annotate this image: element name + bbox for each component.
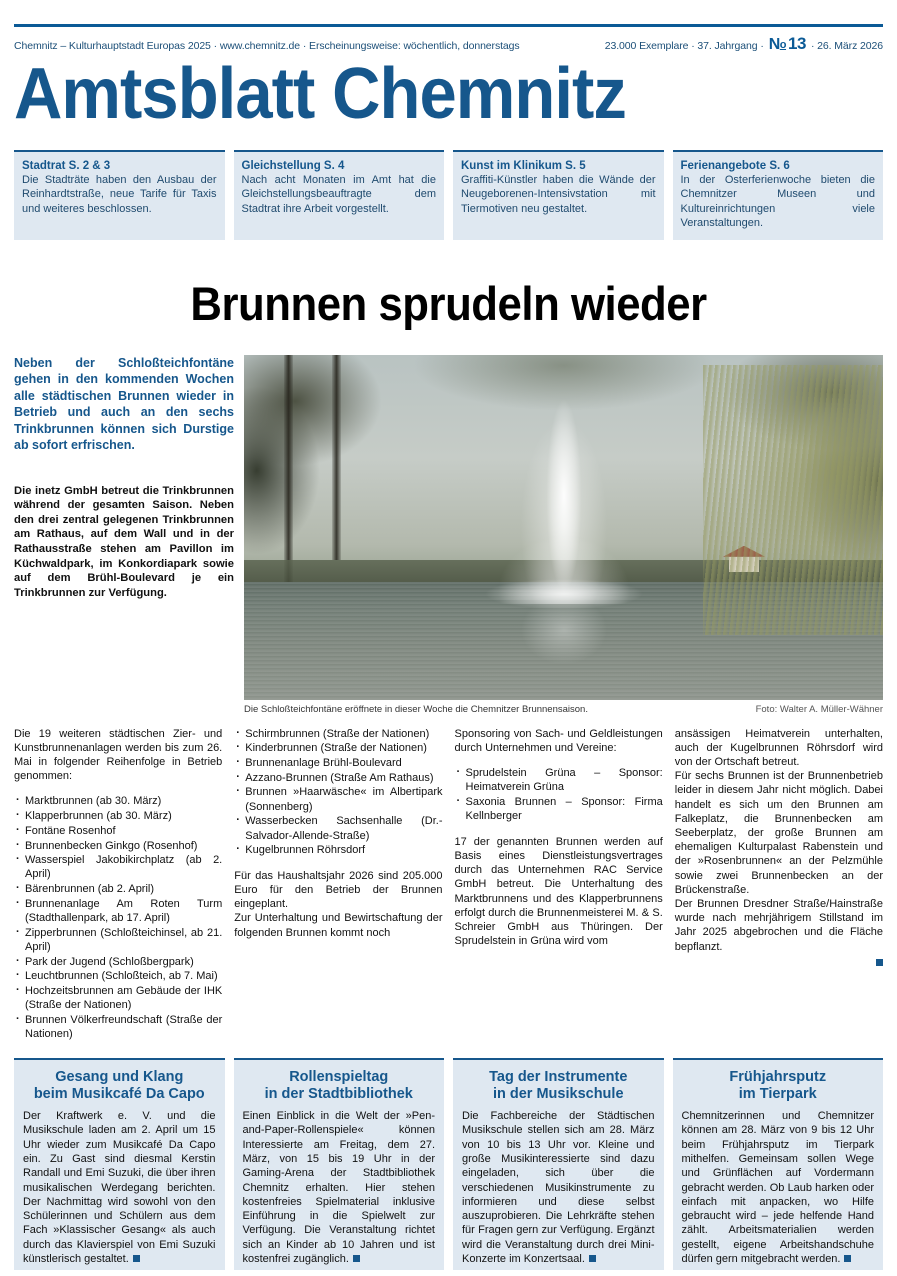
article-col1-p1: Die inetz GmbH betreut die Trinkbrunnen während der gesamten Saison. Neben den drei zentral gelegenen Trinkbrunnen am Rathaus, auf dem Wall und in der Rathausstraße stehen am Pavillon im Küchwaldpark, im Konkordiapark sowie auf dem Brühl-Boulevard je ein Trinkbrunnen zur Verfügung. <box>14 484 234 599</box>
list-item: · Marktbrunnen (ab 30. März) <box>14 794 222 808</box>
bottom-article-boxes <box>14 1058 883 1270</box>
box-text: Einen Einblick in die Welt der »Pen-and-Paper-Rollenspiele« können Interessierte am Freitag, dem 27. März, von 15 bis 19 Uhr in der Gaming-Arena der Stadtbibliothek Chemnitz erhalten. Hier stehen kostenfreies Spielmaterial inklusive Einführung in die Spielwelt zur Verfügung. Die Veranstaltung richtet sich an Kinder ab 10 Jahren und ist kostenfrei zugänglich. <box>242 1110 435 1265</box>
end-mark-icon <box>353 1255 360 1262</box>
box-text: Der Kraftwerk e. V. und die Musikschule laden am 2. April um 15 Uhr wieder zum Musikcafé Da Capo ein. Zu Gast sind diesmal Kerstin Randall und Emi Suzuki, die über ihren musikalischen Werdegang berichten. Der Nachmittag wird sowohl von den Schülerinnen und Schülern aus dem Fach »Klassischer Gesang« als auch durch das Klavierspiel von Emi Suzuki künstlerisch gestaltet. <box>23 1110 216 1265</box>
list-item: · Brunnen »Haarwäsche« im Albertipark (Sonnenberg) <box>234 785 442 813</box>
main-headline: Brunnen sprudeln wieder <box>190 276 707 330</box>
article-column-2 <box>234 727 442 1042</box>
teaser-title: Stadtrat S. 2 & 3 <box>22 160 111 173</box>
box-title-line1: Tag der Instrumente <box>489 1068 628 1085</box>
list-item: · Wasserbecken Sachsenhalle (Dr.-Salvador-Allende-Straße) <box>234 814 442 842</box>
article-col2-p1: Für das Haushaltsjahr 2026 sind 205.000 Euro für den Betrieb der Brunnen eingeplant. <box>234 869 443 911</box>
teaser-text: Graffiti-Künstler haben die Wände der Neugeborenen-Intensivstation mit Tiermotiven neu gestaltet. <box>461 174 656 215</box>
article-columns <box>14 727 883 1042</box>
box-rollenspieltag[interactable] <box>234 1058 445 1270</box>
photo-tree-trunk <box>284 355 293 582</box>
article-column-4 <box>675 727 883 1042</box>
box-title <box>462 1069 655 1104</box>
box-text: Die Fachbereiche der Städtischen Musikschule stellen sich am 28. März von 10 bis 13 Uhr vor. Kleine und große Musikinteressierte sind dazu eingeladen, sich über die verschiedenen Musikinstrumente zu informieren und diese selbst auszuprobieren. Die Lehrkräfte stehen für Fragen gern zur Verfügung. Ergänzt wird die Veranstaltung durch drei Mini-Konzerte im Konzertsaal. <box>462 1110 655 1265</box>
box-title-line2: in der Musikschule <box>492 1086 624 1103</box>
list-item: · Park der Jugend (Schloßbergpark) <box>14 955 222 969</box>
lead-column <box>14 355 234 715</box>
photo-credit: Foto: Walter A. Müller-Wähner <box>755 703 883 715</box>
issue-date: · 26. März 2026 <box>810 40 883 52</box>
teaser-row <box>14 150 883 239</box>
article-column-1 <box>14 727 222 1042</box>
newspaper-page <box>0 24 897 1276</box>
box-fruehjahrsputz[interactable] <box>673 1058 884 1270</box>
teaser-title: Kunst im Klinikum S. 5 <box>461 160 586 173</box>
list-item: · Brunnenanlage Brühl-Boulevard <box>234 756 442 770</box>
box-title-line2: in der Stadtbibliothek <box>264 1086 413 1103</box>
box-tag-der-instrumente[interactable] <box>453 1058 664 1270</box>
teaser-kunst-im-klinikum[interactable] <box>453 150 664 239</box>
end-mark-icon <box>844 1255 851 1262</box>
masthead-title: Amtsblatt Chemnitz <box>14 54 626 134</box>
fountain-list-part2 <box>234 727 442 858</box>
box-title-line2: im Tierpark <box>738 1086 817 1103</box>
article-col4-p3: Der Brunnen Dresdner Straße/Hainstraße wurde nach mehrjährigem Stillstand im Jahr 2025 abgebrochen und die Fläche bepflanzt. <box>674 897 883 953</box>
photo-tree-trunk <box>332 355 341 560</box>
box-title-line2: beim Musikcafé Da Capo <box>33 1086 205 1103</box>
list-item: · Kinderbrunnen (Straße der Nationen) <box>234 741 442 755</box>
list-item: · Brunnen Völkerfreundschaft (Straße der Nationen) <box>14 1013 222 1041</box>
teaser-text: In der Osterferienwoche bieten die Chemnitzer Museen und Kultureinrichtungen viele Veranstaltungen. <box>680 174 875 229</box>
list-item: · Brunnenbecken Ginkgo (Rosenhof) <box>14 839 222 853</box>
kicker-bar <box>14 27 883 54</box>
teaser-ferienangebote[interactable] <box>673 150 884 239</box>
article-column-3 <box>455 727 663 1042</box>
article-col2-p2: Zur Unterhaltung und Bewirtschaftung der folgenden Brunnen kommt noch <box>234 912 443 939</box>
lead-and-photo <box>14 355 883 715</box>
list-item: · Wasserspiel Jakobikirchplatz (ab 2. April) <box>14 853 222 881</box>
box-text: Chemnitzerinnen und Chemnitzer können am 28. März von 9 bis 12 Uhr beim Frühjahrsputz im Tierpark mithelfen. Gemeinsam sollen Wege und Grünflächen auf Vordermann gebracht werden. Ob Laub harken oder einfach mit anpacken, wo Hilfe gebraucht wird – jede helfende Hand zählt. Arbeitsmaterialien werden gestellt, eigene Arbeitshandschuhe dürfen gern mitgebracht werden. <box>681 1110 874 1265</box>
list-item: · Sprudelstein Grüna – Sponsor: Heimatverein Grüna <box>455 766 663 794</box>
box-title <box>243 1069 436 1104</box>
list-item: · Klapperbrunnen (ab 30. März) <box>14 809 222 823</box>
fountain-photo <box>244 355 883 700</box>
photo-fountain-reflection <box>499 604 629 690</box>
list-item: · Fontäne Rosenhof <box>14 824 222 838</box>
list-item: · Saxonia Brunnen – Sponsor: Firma Kellnberger <box>455 795 663 823</box>
end-mark-icon <box>133 1255 140 1262</box>
list-item: · Bärenbrunnen (ab 2. April) <box>14 882 222 896</box>
article-col3-p2: 17 der genannten Brunnen werden auf Basis eines Dienstleistungsvertrages durch das Unternehmen RAC Service GmbH betreut. Die Unterhaltung des Marktbrunnens und des Klapperbrunnens erfolgt durch die Brunnenmeisterei M. & S. Schreier GmbH aus Thüringen. Der Sprudelstein in Grüna wird vom <box>454 835 663 948</box>
teaser-title: Gleichstellung S. 4 <box>241 160 345 173</box>
box-title-line1: Frühjahrsputz <box>729 1068 827 1085</box>
issue-number-label: No 13 <box>768 34 806 53</box>
list-item: · Schirmbrunnen (Straße der Nationen) <box>234 727 442 741</box>
photo-willow-tree <box>703 365 883 635</box>
list-item: · Brunnenanlage Am Roten Turm (Stadthallenpark, ab 17. April) <box>14 897 222 925</box>
teaser-gleichstellung[interactable] <box>234 150 445 239</box>
photo-fountain-jet <box>480 355 648 604</box>
box-gesang-und-klang[interactable] <box>14 1058 225 1270</box>
list-item: · Leuchtbrunnen (Schloßteich, ab 7. Mai) <box>14 969 222 983</box>
end-mark-icon <box>876 959 883 966</box>
article-col3-p1: Sponsoring von Sach- und Geldleistungen durch Unternehmen und Vereine: <box>454 727 663 754</box>
photo-caption-row <box>244 700 883 715</box>
article-col4-p2: Für sechs Brunnen ist der Brunnenbetrieb leider in diesem Jahr nicht möglich. Dabei handelt es sich um den Brunnen am Falkeplatz, die Brunnenbecken am Seeberplatz, der große Brunnen am ehemaligen Kulturpalast Rabenstein und der »Rosenbrunnen« an der Pelzmühle sowie zwei Brunnenbecken an der Brückenstraße. <box>674 770 883 896</box>
box-title-line1: Gesang und Klang <box>55 1068 184 1085</box>
article-col1-p2: Die 19 weiteren städtischen Zier- und Kunstbrunnenanlagen werden bis zum 26. Mai in folgender Reihenfolge in Betrieb genommen: <box>14 727 223 783</box>
teaser-title: Ferienangebote S. 6 <box>680 160 790 173</box>
circulation-text: 23.000 Exemplare · 37. Jahrgang · <box>604 40 764 52</box>
box-title <box>682 1069 875 1104</box>
list-item: · Hochzeitsbrunnen am Gebäude der IHK (Straße der Nationen) <box>14 984 222 1012</box>
photo-column <box>244 355 883 715</box>
list-item: · Azzano-Brunnen (Straße Am Rathaus) <box>234 771 442 785</box>
lead-paragraph: Neben der Schloßteichfontäne gehen in den kommenden Wochen alle städtischen Brunnen wieder in Betrieb und auch an den sechs Trinkbrunnen können sich Durstige ab sofort erfrischen. <box>14 355 234 453</box>
article-end-mark-row <box>675 956 883 970</box>
box-title <box>23 1069 216 1104</box>
teaser-text: Die Stadträte haben den Ausbau der Reinhardtstraße, neue Tarife für Taxis und weiteres beschlossen. <box>22 174 217 215</box>
teaser-stadtrat[interactable] <box>14 150 225 239</box>
teaser-text: Nach acht Monaten im Amt hat die Gleichstellungsbeauftragte dem Stadtrat ihre Arbeit vorgestellt. <box>241 174 436 215</box>
photo-caption-text: Die Schloßteichfontäne eröffnete in dieser Woche die Chemnitzer Brunnensaison. <box>244 703 588 715</box>
list-item: · Zipperbrunnen (Schloßteichinsel, ab 21. April) <box>14 926 222 954</box>
fountain-list-part1 <box>14 794 222 1041</box>
box-title-line1: Rollenspieltag <box>289 1068 389 1085</box>
sponsor-list <box>455 766 663 823</box>
issue-info <box>605 34 883 54</box>
end-mark-icon <box>589 1255 596 1262</box>
article-col4-p1: ansässigen Heimatverein unterhalten, auch der Kugelbrunnen Röhrsdorf wird von der Ortschaft betreut. <box>674 727 883 769</box>
publication-info: Chemnitz – Kulturhauptstadt Europas 2025 · www.chemnitz.de · Erscheinungsweise: wöchentlich, donnerstags <box>14 40 520 52</box>
list-item: · Kugelbrunnen Röhrsdorf <box>234 843 442 857</box>
